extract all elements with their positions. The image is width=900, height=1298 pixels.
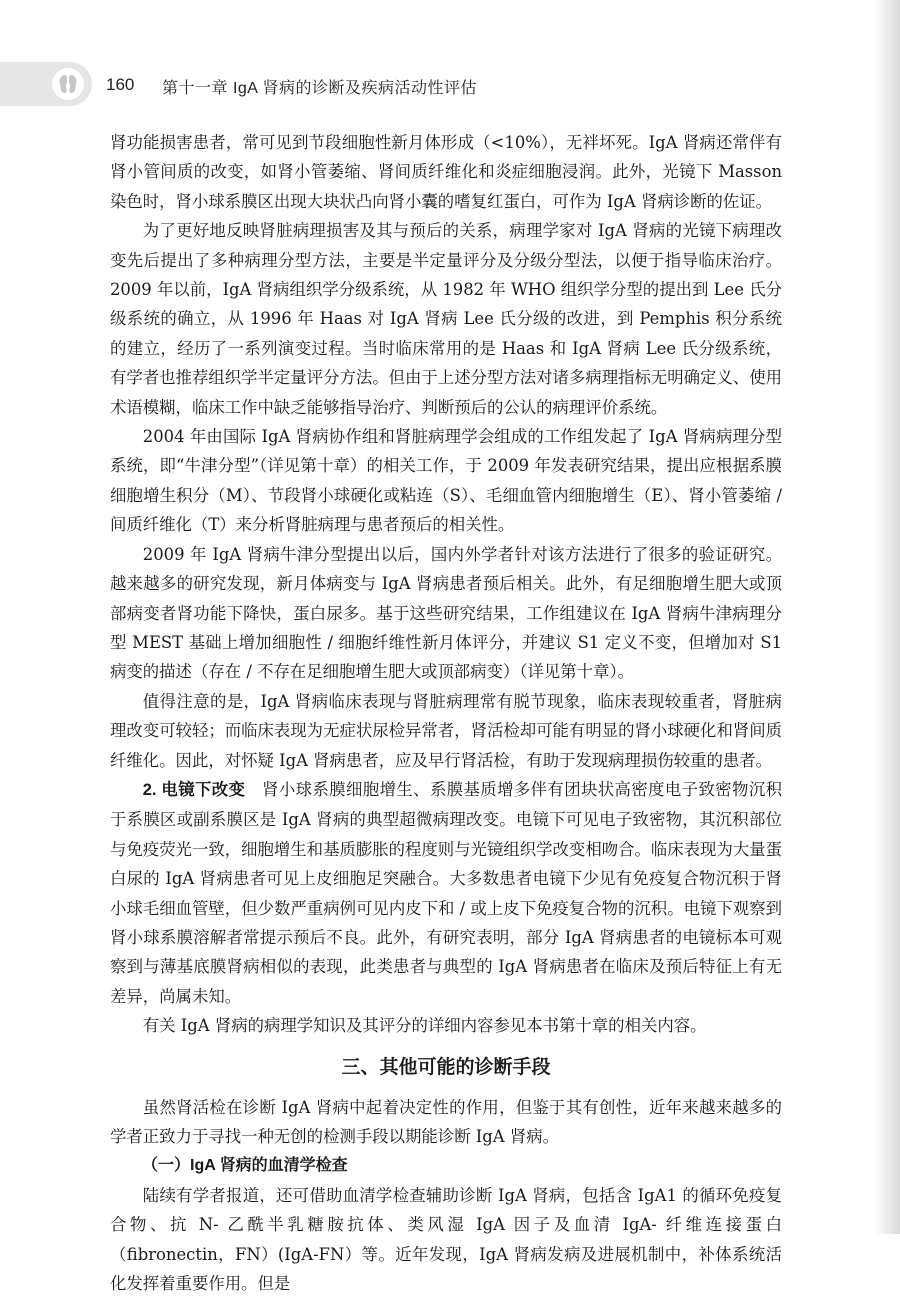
paragraph-clinical-pathology-mismatch: 值得注意的是，IgA 肾病临床表现与肾脏病理常有脱节现象，临床表现较重者，肾脏病理改变可较轻；而临床表现为无症状尿检异常者，肾活检却可能有明显的肾小球硬化和肾间质纤维化。因此，对怀疑 IgA 肾病患者，应及早行肾活检，有助于发现病理损伤较重的患者。 bbox=[110, 691, 783, 770]
body-text bbox=[110, 128, 782, 1298]
paragraph-pathology-classification: 为了更好地反映肾脏病理损害及其与预后的关系，病理学家对 IgA 肾病的光镜下病理改变先后提出了多种病理分型方法，主要是半定量评分及分级分型法，以便于指导临床治疗。2009 年以前，IgA 肾病组织学分级系统，从 1982 年 WHO 组织学分型的提出到 Lee 氏分级系统的确立，从 1996 年 Haas 对 IgA 肾病 Lee 氏分级的改进，到 Pemphis 积分系统的建立，经历了一系列演变过程。当时临床常用的是 Haas 和 IgA 肾病 Lee 氏分级系统，有学者也推荐组织学半定量评分方法。但由于上述分型方法对诸多病理指标无明确定义、使用术语模糊，临床工作中缺乏能够指导治疗、判断预后的公认的病理评价系统。 bbox=[110, 221, 783, 417]
paragraph-electron-microscopy bbox=[110, 775, 782, 1011]
section-heading: 三、其他可能的诊断手段 bbox=[341, 1056, 551, 1078]
running-head: 第十一章 IgA 肾病的诊断及疾病活动性评估 bbox=[162, 80, 478, 97]
paragraph-closing-reference: 有关 IgA 肾病的病理学知识及其评分的详细内容参见本书第十章的相关内容。 bbox=[142, 1016, 707, 1036]
sub-heading-serology: （一）IgA 肾病的血清学检查 bbox=[142, 1157, 348, 1175]
paragraph-oxford-classification: 2004 年由国际 IgA 肾病协作组和肾脏病理学会组成的工作组发起了 IgA 肾病病理分型系统，即“牛津分型”（详见第十章）的相关工作，于 2009 年发表研究结果，提出应根据系膜细胞增生积分（M）、节段肾小球硬化或粘连（S）、毛细血管内细胞增生（E）、肾小管萎缩 / 间质纤维化（T）来分析肾脏病理与患者预后的相关性。 bbox=[110, 427, 782, 535]
em-lead-heading: 2. 电镜下改变 bbox=[142, 780, 246, 799]
header-tab bbox=[0, 62, 92, 106]
paragraph-oxford-validation: 2009 年 IgA 肾病牛津分型提出以后，国内外学者针对该方法进行了很多的验证研究。越来越多的研究发现，新月体病变与 IgA 肾病患者预后相关。此外，有足细胞增生肥大或顶部病变者肾功能下降快，蛋白尿多。基于这些研究结果，工作组建议在 IgA 肾病牛津病理分型 MEST 基础上增加细胞性 / 细胞纤维性新月体评分，并建议 S1 定义不变，但增加对 S1 病变的描述（存在 / 不存在足细胞增生肥大或顶部病变）（详见第十章）。 bbox=[110, 544, 782, 682]
kidney-icon bbox=[52, 68, 84, 100]
page-number: 160 bbox=[106, 75, 135, 94]
paragraph-continuation: 肾功能损害患者，常可见到节段细胞性新月体形成（<10%），无袢坏死。IgA 肾病还常伴有肾小管间质的改变，如肾小管萎缩、肾间质纤维化和炎症细胞浸润。此外，光镜下 Masson 染色时，肾小球系膜区出现大块状凸向肾小囊的嗜复红蛋白，可作为 IgA 肾病诊断的佐证。 bbox=[110, 133, 782, 211]
page-edge-shadow bbox=[874, 0, 900, 1234]
paragraph-serology: 陆续有学者报道，还可借助血清学检查辅助诊断 IgA 肾病，包括含 IgA1 的循环免疫复合物、抗 N- 乙酰半乳糖胺抗体、类风湿 IgA 因子及血清 IgA- 纤维连接蛋白（fibronectin，FN）(IgA-FN）等。近年发现，IgA 肾病发病及进展机制中，补体系统活化发挥着重要作用。但是 bbox=[110, 1185, 782, 1294]
em-text: 肾小球系膜细胞增生、系膜基质增多伴有团块状高密度电子致密物沉积于系膜区或副系膜区是 IgA 肾病的典型超微病理改变。电镜下可见电子致密物，其沉积部位与免疫荧光一致，细胞增生和基质膨胀的程度则与光镜组织学改变相吻合。临床表现为大量蛋白尿的 IgA 肾病患者可见上皮细胞足突融合。大多数患者电镜下少见有免疫复合物沉积于肾小球毛细血管壁，但少数严重病例可见内皮下和 / 或上皮下免疫复合物的沉积。电镜下观察到肾小球系膜溶解者常提示预后不良。此外，有研究表明，部分 IgA 肾病患者的电镜标本可观察到与薄基底膜肾病相似的表现，此类患者与典型的 IgA 肾病患者在临床及预后特征上有无差异，尚属未知。 bbox=[110, 779, 783, 1006]
paragraph-section-intro: 虽然肾活检在诊断 IgA 肾病中起着决定性的作用，但鉴于其有创性，近年来越来越多的学者正致力于寻找一种无创的检测手段以期能诊断 IgA 肾病。 bbox=[110, 1097, 782, 1146]
